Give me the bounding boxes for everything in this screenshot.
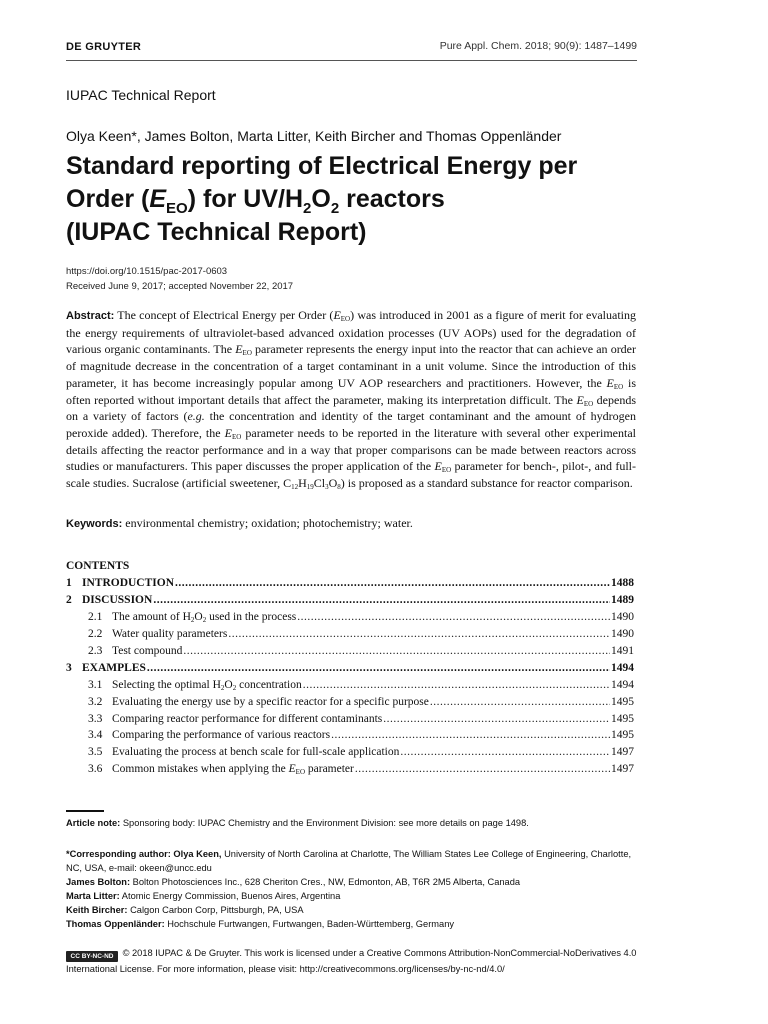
title-line-1: Standard reporting of Electrical Energy per [66,152,578,180]
title-line-2: Order $(E_{EO})$ for $UV/H_2O_2$ reactors [66,185,445,217]
contents-heading: CONTENTS [66,560,130,572]
license-notice: CC BY-NC-ND © 2018 IUPAC & De Gruyter. This work is licensed under a Creative Commons Attribution-NonCommercial-NoDerivatives 4.0 International License. For more information, please visit: http://creativecommons.org/licenses/by-nc-nd/4.0/ [66,948,637,974]
toc-entry[interactable]: 3.3 Comparing reactor performance for different contaminants ..... 1495 [66,711,634,728]
abstract-label: Abstract: [66,310,115,322]
footnote-rule [66,810,104,812]
author-affiliations [66,847,641,931]
toc-entry[interactable]: 3.2 Evaluating the energy use by a specific reactor for a specific purpose ..... 1495 [66,694,634,711]
authors: Olya Keen*, James Bolton, Marta Litter, Keith Bircher and Thomas Oppenländer [66,128,562,144]
toc-entry[interactable]: 3.4 Comparing the performance of various reactors ..... 1495 [66,727,634,744]
abstract: Abstract: The concept of Electrical Energy per Order $(E_{EO})$ was introduced in 2001 as a figure of merit for evaluating the energy requirements of ultraviolet-based advanced oxidation processes (UV AOPs) used for the degradation of various organic contaminants. The $E_{EO}$ parameter represents the energy input into the reactor that can achieve an order of magnitude decrease in the concentration of a target contaminant in a unit volume. Since the introduction of this parameter, it has become increasingly popular among UV AOP researchers and practitioners. However, the $E_{EO}$ is often reported without important details that affect the parameter, making its interpretation difficult. The $E_{EO}$ depends on a variety of factors (e.g. the concentration and identity of the target contaminant and the amount of hydrogen peroxide added). Therefore, the $E_{EO}$ parameter needs to be reported in the literature with several other experimental details affecting the reactor performance and in a way that proper comparisons can be made between reactors across studies or manufacturers. This paper discusses the proper application of the $E_{EO}$ parameter for bench-, pilot-, and full-scale studies. Sucralose (artificial sweetener, $C_{12}H_{19}Cl_3O_8$) is proposed as a standard substance for reactor comparison. [66,308,637,492]
toc-entry[interactable]: 2.3 Test compound ..... 1491 [66,643,634,660]
toc-entry[interactable]: 2.1 The amount of $H_2O_2$ used in the process ..... 1490 [66,609,634,626]
title-line-3: (IUPAC Technical Report) [66,218,367,246]
report-type: IUPAC Technical Report [66,87,216,103]
journal-citation: Pure Appl. Chem. 2018; 90(9): 1487–1499 [439,40,637,52]
keywords-label: Keywords: [66,518,123,530]
toc-entry[interactable]: 3.5 Evaluating the process at bench scale for full-scale application ..... 1497 [66,744,634,761]
affiliation-oppenlaender: Thomas Oppenländer: Hochschule Furtwangen, Furtwangen, Baden-Württemberg, Germany [66,919,455,929]
toc-entry[interactable]: 2 DISCUSSION ..... 1489 [66,592,634,609]
toc-entry[interactable]: 3.1 Selecting the optimal $H_2O_2$ concentration ..... 1494 [66,677,634,694]
affiliation-litter: Marta Litter: Atomic Energy Commission, Buenos Aires, Argentina [66,891,341,901]
doi-link[interactable]: https://doi.org/10.1515/pac-2017-0603 [66,266,228,277]
affiliation-bircher: Keith Bircher: Calgon Carbon Corp, Pittsburgh, PA, USA [66,905,304,915]
toc-entry[interactable]: 3.6 Common mistakes when applying the $E_{EO}$ parameter ..... 1497 [66,761,634,778]
cc-license-icon[interactable]: CC BY-NC-ND [66,951,118,962]
article-note: Article note: Sponsoring body: IUPAC Chemistry and the Environment Division: see more details on page 1498. [66,818,529,828]
table-of-contents [66,558,634,778]
publisher-logo: DE GRUYTER [66,41,142,53]
keywords: Keywords: environmental chemistry; oxidation; photochemistry; water. [66,516,413,530]
toc-entry[interactable]: 2.2 Water quality parameters ..... 1490 [66,626,634,643]
toc-entry[interactable]: 1 INTRODUCTION ..... 1488 [66,575,634,592]
article-meta [66,264,293,294]
affiliation-bolton: James Bolton: Bolton Photosciences Inc., 628 Cheriton Cres., NW, Edmonton, AB, T6R 2M5 Alberta, Canada [66,877,521,887]
received-dates: Received June 9, 2017; accepted November 22, 2017 [66,281,294,292]
paper-title [66,150,666,249]
toc-entry[interactable]: 3 EXAMPLES ..... 1494 [66,660,634,677]
header-rule [66,60,637,61]
corresponding-author: *Corresponding author: Olya Keen, University of North Carolina at Charlotte, The William States Lee College of Engineering, Charlotte, NC, USA, e-mail: okeen@uncc.edu [66,849,632,873]
